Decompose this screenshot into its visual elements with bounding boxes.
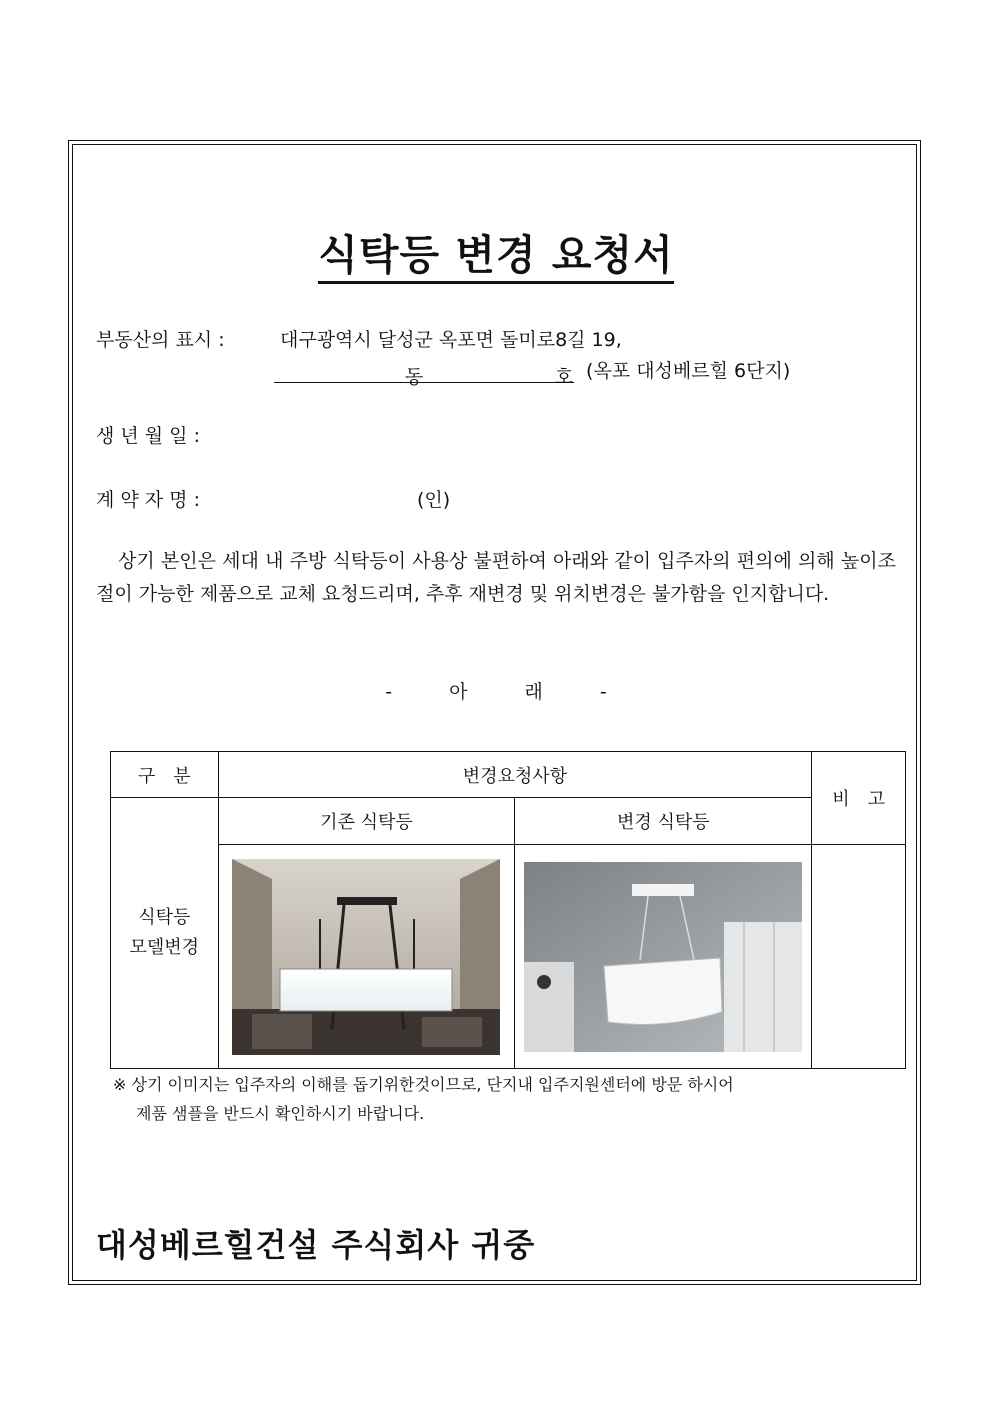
subheader-new: 변경 식탁등 [515,798,812,845]
row-label [111,798,219,1069]
row-label-line1: 식탁등 [138,907,191,928]
dong-blank [274,362,404,383]
company-name: 대성베르힐건설 주식회사 귀중 [96,1226,536,1264]
note-line2: 제품 샘플을 반드시 확인하시기 바랍니다. [136,1104,425,1123]
seal-mark: (인) [417,489,451,511]
row-label-line2: 모델변경 [129,937,200,958]
existing-light-photo [232,859,500,1055]
contractor-label: 계 약 자 명 : [96,489,200,511]
complex-name: (옥포 대성베르힐 6단지) [586,360,791,382]
property-address: 대구광역시 달성군 옥포면 돌미로8길 19, [280,329,622,351]
birth-label: 생 년 월 일 : [96,425,200,447]
ho-label: 호 [554,362,574,383]
dong-label: 동 [404,362,424,383]
unit-line [274,356,791,388]
note-line1: ※ 상기 이미지는 입주자의 이해를 돕기위한것이므로, 단지내 입주지원센터에 방문 하시어 [113,1075,734,1094]
header-request: 변경요청사항 [218,752,812,798]
header-category: 구 분 [111,752,219,798]
new-light-photo [524,862,802,1052]
request-table [110,751,906,1069]
property-label: 부동산의 표시 : [96,329,225,351]
request-paragraph: 상기 본인은 세대 내 주방 식탁등이 사용상 불편하여 아래와 같이 입주자의 편의에 의해 높이조절이 가능한 제품으로 교체 요청드리며, 추후 재변경 및 위치변경은 불가함을 인지합니다. [96,550,896,605]
remark-cell [812,845,906,1069]
ho-blank [424,362,554,383]
below-heading: - 아 래 - [385,681,607,703]
new-photo-cell [515,845,812,1069]
subheader-existing: 기존 식탁등 [218,798,515,845]
document-title: 식탁등 변경 요청서 [0,222,992,281]
header-remark: 비 고 [812,752,906,845]
existing-photo-cell [218,845,515,1069]
